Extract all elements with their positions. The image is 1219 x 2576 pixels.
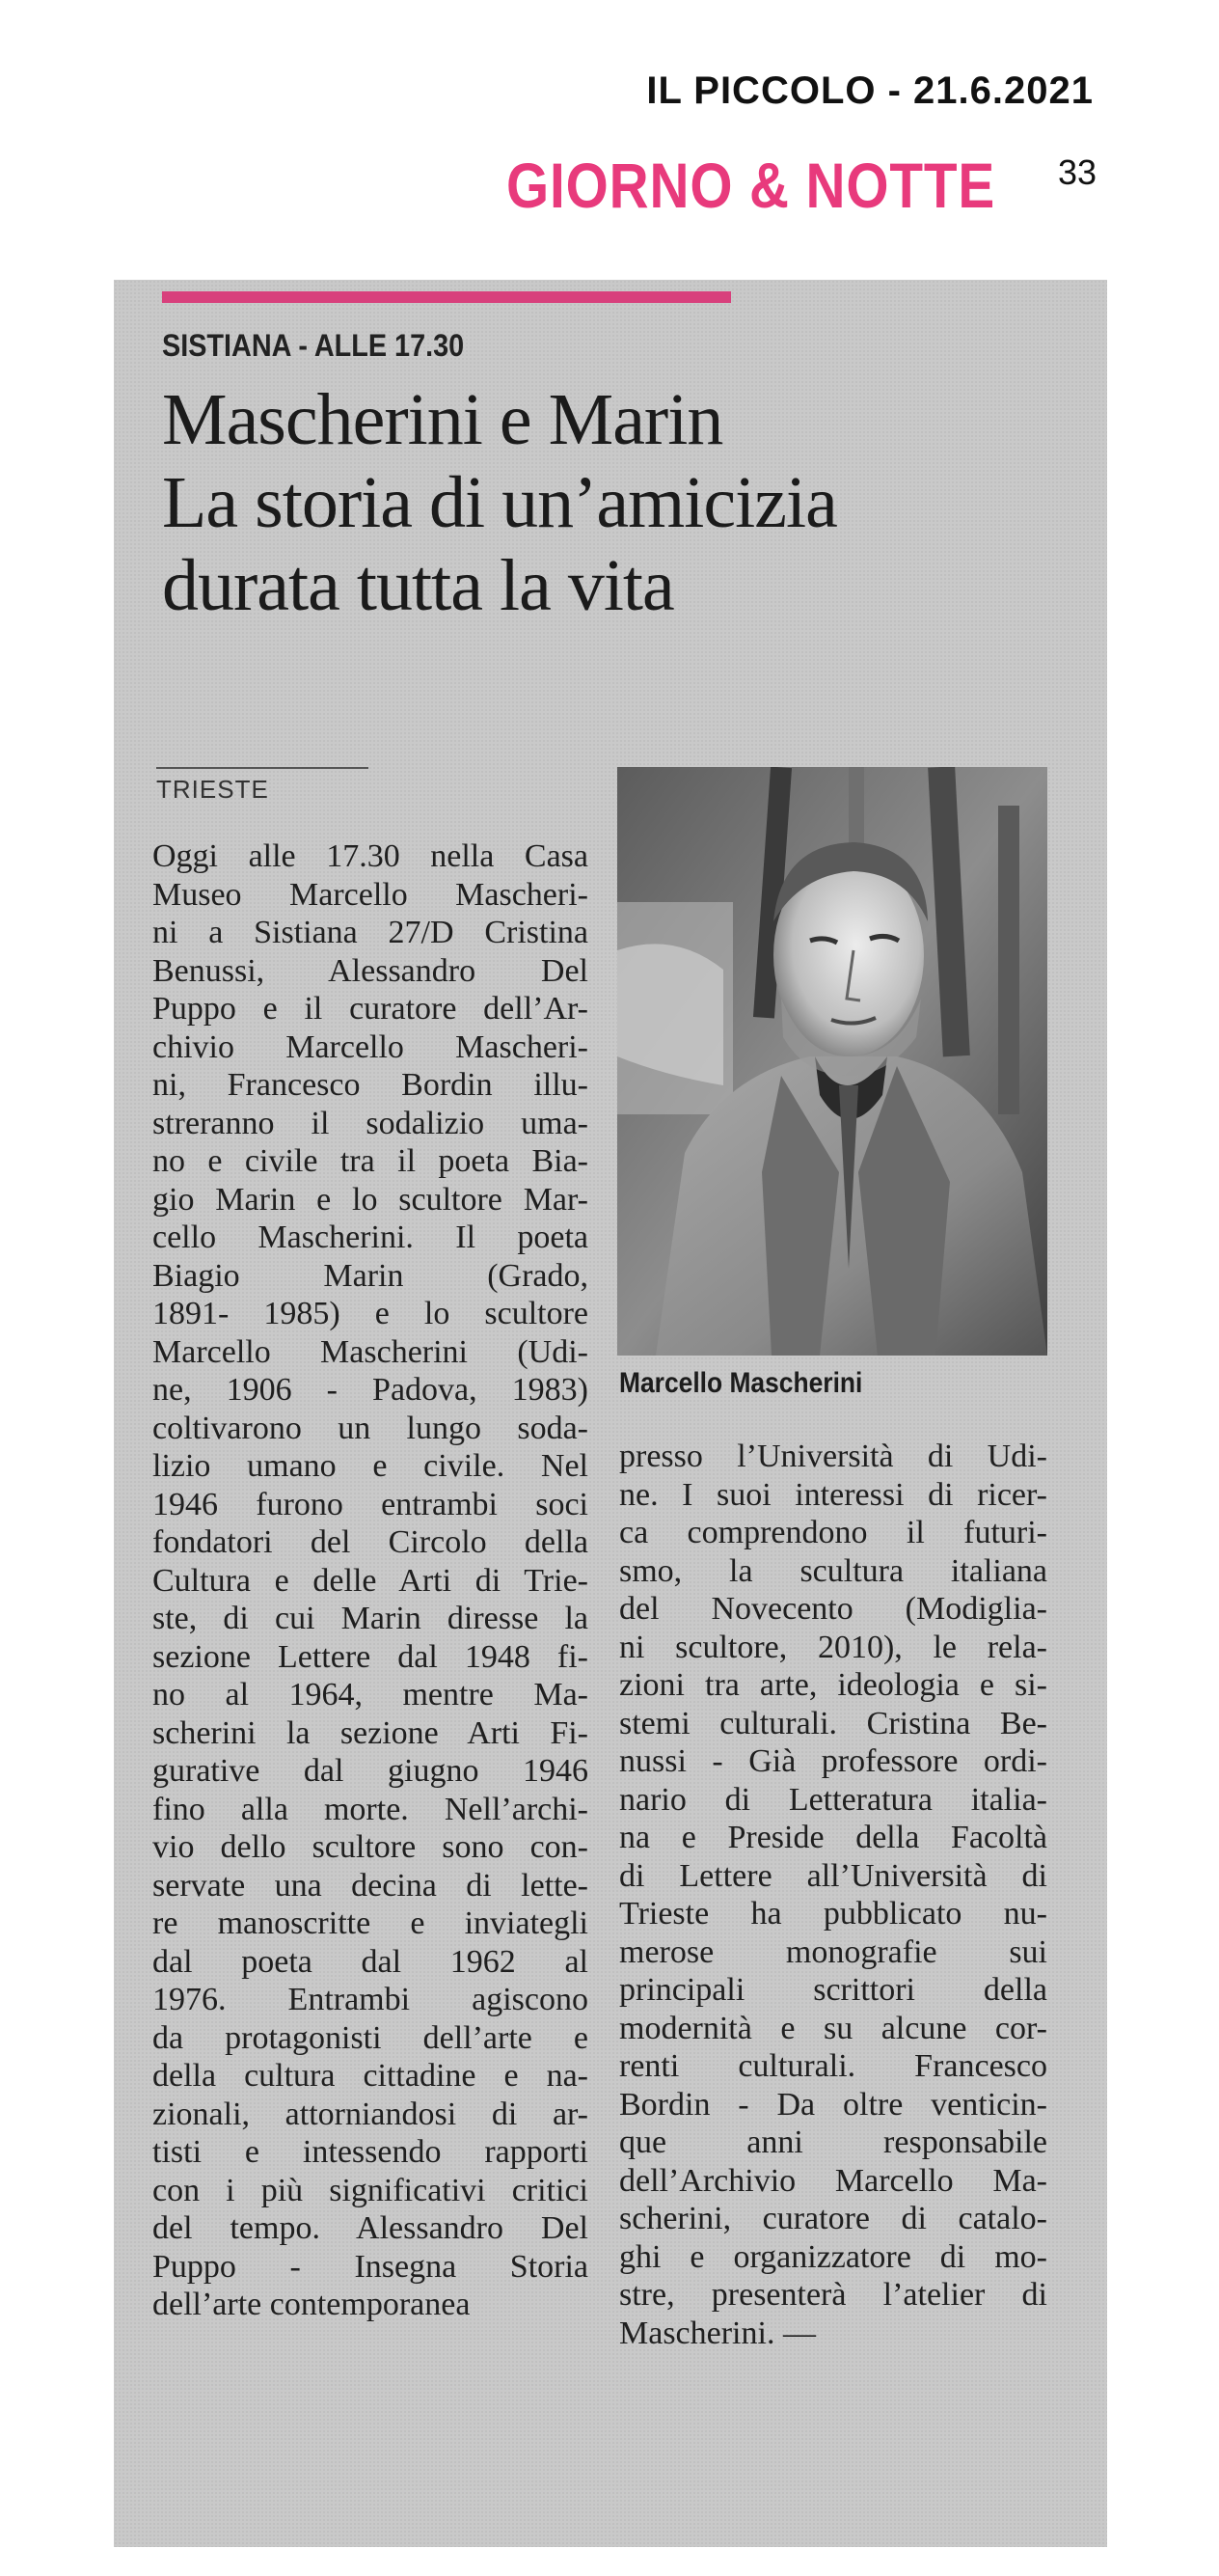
section-name: GIORNO & NOTTE	[506, 150, 996, 221]
body-text-line: dell’Archivio Marcello Ma-	[619, 2162, 1047, 2199]
body-text-line: ghi e organizzatore di mo-	[619, 2238, 1047, 2275]
body-text-line: del tempo. Alessandro Del	[152, 2210, 588, 2246]
body-text-line: Oggi alle 17.30 nella Casa	[152, 838, 588, 874]
photo-caption: Marcello Mascherini	[619, 1367, 863, 1399]
body-text-line: dell’arte contemporanea	[152, 2287, 471, 2322]
body-text-line: zionali, attorniandosi di ar-	[152, 2096, 588, 2132]
body-text-line: Mascherini. —	[619, 2315, 816, 2351]
portrait-photo	[617, 767, 1047, 1356]
body-text-line: ne. I suoi interessi di ricer-	[619, 1476, 1047, 1513]
body-text-line: ste, di cui Marin diresse la	[152, 1601, 588, 1636]
body-text-line: merose monografie sui	[619, 1933, 1047, 1970]
body-text-line: stre, presenterà l’atelier di	[619, 2277, 1047, 2313]
body-text-line: Museo Marcello Mascheri-	[152, 876, 588, 913]
body-text-line: con i più significativi critici	[152, 2172, 588, 2208]
body-text-line: Trieste ha pubblicato nu-	[619, 1896, 1047, 1932]
body-text-line: modernità e su alcune cor-	[619, 2010, 1047, 2046]
article-headline	[162, 378, 1088, 627]
body-text-line: renti culturali. Francesco	[619, 2048, 1047, 2084]
body-text-line: ni scultore, 2010), le rela-	[619, 1629, 1047, 1665]
body-text-line: tisti e intessendo rapporti	[152, 2134, 588, 2170]
body-text-line: ne, 1906 - Padova, 1983)	[152, 1372, 588, 1408]
masthead: IL PICCOLO - 21.6.2021	[646, 69, 1094, 112]
dateline: TRIESTE	[156, 767, 368, 805]
body-text-line: re manoscritte e inviategli	[152, 1905, 588, 1941]
body-text-line: Cultura e delle Arti di Trie-	[152, 1562, 588, 1599]
body-text-line: vio dello scultore sono con-	[152, 1829, 588, 1865]
headline-line: durata tutta la vita	[162, 545, 674, 626]
body-text-line: scherini la sezione Arti Fi-	[152, 1714, 588, 1751]
body-text-line: stemi culturali. Cristina Be-	[619, 1705, 1047, 1741]
body-text-line: presso l’Università di Udi-	[619, 1439, 1047, 1474]
body-text-line: Puppo e il curatore dell’Ar-	[152, 991, 588, 1027]
body-text-line: fino alla morte. Nell’archi-	[152, 1791, 588, 1827]
body-text-line: gio Marin e lo scultore Mar-	[152, 1181, 588, 1218]
body-text-line: ni a Sistiana 27/D Cristina	[152, 915, 588, 950]
body-text-line: scherini, curatore di catalo-	[619, 2201, 1047, 2236]
body-text-line: cello Mascherini. Il poeta	[152, 1219, 588, 1255]
body-text-line: sezione Lettere dal 1948 fi-	[152, 1638, 588, 1675]
body-text-line: gurative dal giugno 1946	[152, 1753, 588, 1789]
body-text-line: Marcello Mascherini (Udi-	[152, 1333, 588, 1370]
body-text-line: na e Preside della Facoltà	[619, 1820, 1047, 1855]
body-text-line: chivio Marcello Mascheri-	[152, 1028, 588, 1065]
article-kicker: SISTIANA - ALLE 17.30	[162, 328, 465, 363]
body-text-line: dal poeta dal 1962 al	[152, 1943, 588, 1980]
body-text-line: Biagio Marin (Grado,	[152, 1257, 588, 1294]
body-text-line: smo, la scultura italiana	[619, 1552, 1047, 1589]
section-header	[506, 147, 1104, 224]
body-text-line: Benussi, Alessandro Del	[152, 952, 588, 989]
article-body-left-column	[152, 837, 588, 2324]
body-text-line: ni, Francesco Bordin illu-	[152, 1067, 588, 1103]
body-text-line: della cultura cittadine e na-	[152, 2058, 588, 2094]
body-text-line: Puppo - Insegna Storia	[152, 2248, 588, 2285]
article-clipping	[114, 280, 1107, 2547]
body-text-line: nussi - Già professore ordi-	[619, 1743, 1047, 1779]
body-text-line: no e civile tra il poeta Bia-	[152, 1143, 588, 1179]
headline-line: La storia di un’amicizia	[162, 462, 837, 543]
body-text-line: streranno il sodalizio uma-	[152, 1105, 588, 1141]
body-text-line: 1891- 1985) e lo scultore	[152, 1296, 588, 1331]
body-text-line: lizio umano e civile. Nel	[152, 1448, 588, 1484]
body-text-line: principali scrittori della	[619, 1972, 1047, 2008]
body-text-line: zioni tra arte, ideologia e si-	[619, 1667, 1047, 1703]
body-text-line: Bordin - Da oltre venticin-	[619, 2086, 1047, 2123]
body-text-line: di Lettere all’Università di	[619, 1857, 1047, 1894]
body-text-line: no al 1964, mentre Ma-	[152, 1677, 588, 1713]
portrait-photo-image	[617, 767, 1047, 1356]
body-text-line: nario di Letteratura italia-	[619, 1781, 1047, 1818]
body-text-line: 1976. Entrambi agiscono	[152, 1982, 588, 2017]
body-text-line: del Novecento (Modiglia-	[619, 1591, 1047, 1627]
section-rule	[162, 291, 731, 303]
article-body-right-column	[619, 1438, 1047, 2352]
body-text-line: coltivarono un lungo soda-	[152, 1410, 588, 1446]
body-text-line: da protagonisti dell’arte e	[152, 2019, 588, 2056]
body-text-line: que anni responsabile	[619, 2124, 1047, 2160]
body-text-line: ca comprendono il futuri-	[619, 1515, 1047, 1550]
body-text-line: servate una decina di lette-	[152, 1867, 588, 1904]
page-number: 33	[1057, 152, 1097, 192]
body-text-line: fondatori del Circolo della	[152, 1524, 588, 1560]
body-text-line: 1946 furono entrambi soci	[152, 1486, 588, 1522]
headline-line: Mascherini e Marin	[162, 379, 723, 460]
